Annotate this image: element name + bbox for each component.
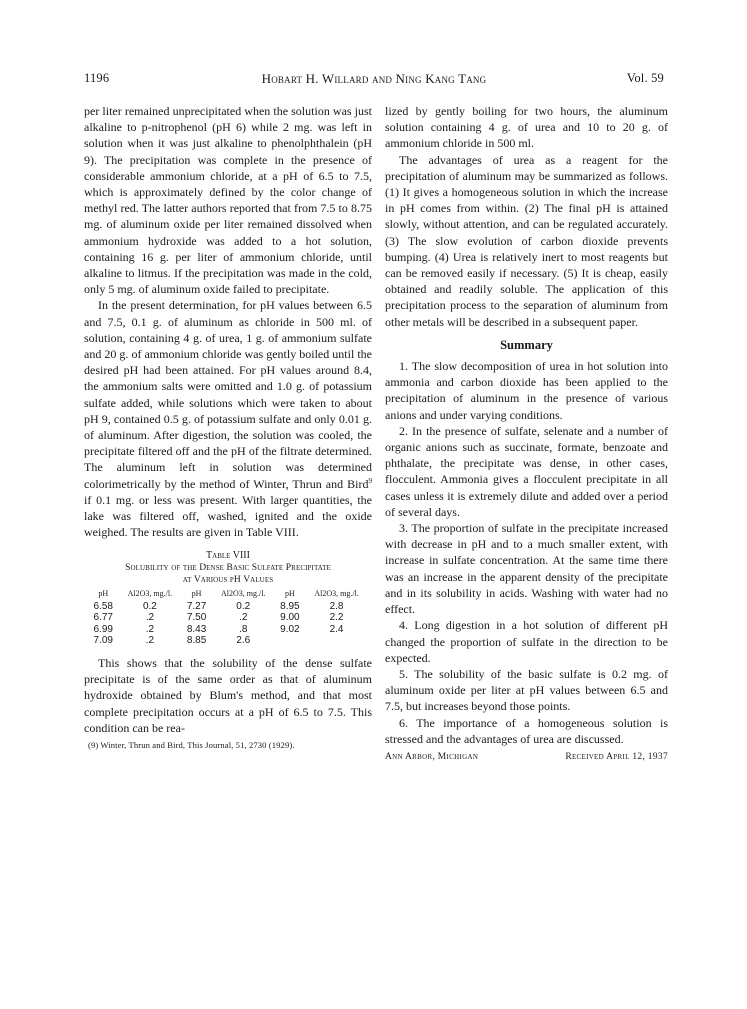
affiliation-location: Ann Arbor, Michigan (385, 751, 479, 762)
summary-item: 4. Long digestion in a hot solution of different pH changed the proportion of sulfate in the direction to be expected. (385, 618, 668, 665)
column-header: Al2O3, mg./l. (127, 589, 173, 599)
table-cell: .2 (145, 623, 155, 635)
column-header: pH (191, 589, 202, 599)
running-header (84, 71, 664, 87)
data-table (88, 590, 368, 647)
table-cell: .8 (239, 623, 248, 635)
footnote-ref: 9 (368, 476, 372, 485)
summary-item: 1. The slow decomposition of urea in hot solution into ammonia and carbon dioxide has been applied to the precipitation of aluminum in the presence of various anions and under varying conditions. (385, 359, 668, 422)
table-row (88, 612, 368, 624)
summary-item: 5. The solubility of the basic sulfate is 0.2 mg. of aluminum oxide per liter at pH values between 6.5 and 7.5, but increases beyond those points. (385, 666, 668, 714)
paragraph: This shows that the solubility of the dense sulfate precipitate is of the same order as that of aluminum hydroxide obtained by Blum's method, and that most complete precipitation occurs at a pH of 6.5 to 7.5. This condition can be rea- (84, 655, 372, 735)
table-title: at Various pH Values (182, 575, 274, 586)
table-cell (305, 635, 368, 647)
table-row (88, 624, 368, 636)
table-cell: 8.85 (186, 635, 207, 647)
table-cell: 8.95 (280, 600, 300, 612)
table-cell: 6.77 (93, 612, 113, 624)
summary-item: 3. The proportion of sulfate in the precipitate increased with decrease in pH and to a much smaller extent, with increase in sulfate concentration. At the same time there was an increase in the apparent density of the precipitate and in its solubility in acids. Washing with water had no effect. (385, 521, 668, 617)
paragraph: lized by gently boiling for two hours, the aluminum solution containing 4 g. of urea and 10 to 20 g. of ammonium chloride in 500 ml. (385, 104, 668, 151)
paragraph-text: In the present determination, for pH values between 6.5 and 7.5, 0.1 g. of aluminum as chloride in 500 ml. of solution, containing 4 g. of urea, 1 g. of ammonium sulfate and 20 g. of ammonium chloride was gently boiled until the desired pH had been attained. For pH values around 8.4, the ammonium salts were omitted and 1.0 g. of potassium sulfate added, while solutions which were taken to about pH 9, contained 0.5 g. of potassium sulfate and only 0.01 g. of aluminum. After digestion, the solution was cooled, the precipitate filtered off and the pH of the filtrate determined. The aluminum left in solution was determined colorimetrically by the method of Winter, Thrun and Bird (84, 298, 372, 491)
running-title: Hobart H. Willard and Ning Kang Tang (261, 71, 487, 86)
table-cell: 2.2 (329, 612, 344, 624)
table-title: Solubility of the Dense Basic Sulfate Precipitate (125, 563, 331, 574)
table-cell: 6.58 (93, 600, 113, 612)
paragraph: per liter remained unprecipitated when the solution was just alkaline to p-nitrophenol (pH 6) while 2 mg. was left in solution when it was just alkaline to phenolphthalein (pH 9). The precipitation was complete in the presence of considerable ammonium chloride, at a pH of 6.5 to 7.5, which is approximately defined by the color change of methyl red. The latter authors reported that from 7.5 to 8.75 mg. of aluminum oxide per liter remained dissolved when ammonium hydroxide was added to a hot solution, containing 16 g. per liter of ammonium chloride, until alkaline to litmus. If the precipitation was made in the cold, only 5 mg. of aluminum oxide failed to precipitate. (84, 104, 372, 297)
table-cell: .2 (145, 635, 155, 647)
table-row (88, 601, 368, 613)
summary-item: 6. The importance of a homogeneous solution is stressed and the advantages of urea are discussed. (385, 715, 668, 746)
summary-heading: Summary (500, 337, 553, 352)
table-cell: 8.43 (186, 623, 207, 635)
table-cell: 6.99 (93, 623, 113, 635)
column-header: Al2O3, mg./l. (314, 589, 359, 599)
table-cell: 2.8 (329, 600, 344, 612)
volume-label: Vol. 59 (626, 71, 664, 85)
table-cell: 9.02 (280, 623, 300, 635)
footnote: (9) Winter, Thrun and Bird, This Journal, 51, 2730 (1929). (88, 740, 295, 750)
table-row (88, 635, 368, 647)
table-cell: 0.2 (236, 600, 251, 612)
table-cell: 7.09 (93, 635, 113, 647)
left-column (84, 103, 372, 751)
table-cell: 0.2 (142, 600, 157, 612)
table-cell: 7.50 (186, 612, 207, 624)
received-date: Received April 12, 1937 (565, 751, 668, 762)
table-cell: 2.4 (329, 623, 344, 635)
column-header: pH (98, 589, 109, 599)
paragraph (84, 297, 372, 540)
column-header: pH (284, 589, 295, 599)
signature-line (385, 749, 668, 763)
table-cell: 7.27 (186, 600, 207, 612)
table-cell: .2 (239, 612, 248, 624)
column-header: Al2O3, mg./l. (220, 589, 266, 599)
table-cell: 2.6 (236, 635, 251, 647)
table-cell: .2 (145, 612, 155, 624)
paragraph: The advantages of urea as a reagent for the precipitation of aluminum may be summarized as follows. (1) It gives a homogeneous solution in which the increase in pH comes from within. (2) The final pH is attained slowly, without attention, and can be regulated accurately. (3) The slow evolution of carbon dioxide prevents bumping. (4) Urea is relatively inert to most reagents but can be removed easily if necessary. (5) It is cheap, easily obtained and readily soluble. The application of this precipitation process to the separation of aluminum from other metals will be described in a subsequent paper. (385, 152, 668, 329)
table-header-row (88, 590, 368, 601)
right-column (385, 103, 668, 763)
table-caption: Table VIII (206, 550, 250, 562)
table-cell: 9.00 (280, 612, 300, 624)
table-cell (275, 635, 305, 647)
summary-item: 2. In the presence of sulfate, selenate and a number of organic anions such as succinate, formate, benzoate and phthalate, the precipitate was dense, in other cases, flocculent. Ammonia gives a flocculent precipitate in all cases unless it is extremely dilute and added over a period of several days. (385, 423, 668, 519)
paragraph-text: if 0.1 mg. or less was present. With larger quantities, the lake was filtered off, washed, ignited and the oxide weighed. The results are given in Table VIII. (84, 492, 372, 540)
page-number: 1196 (84, 71, 110, 85)
